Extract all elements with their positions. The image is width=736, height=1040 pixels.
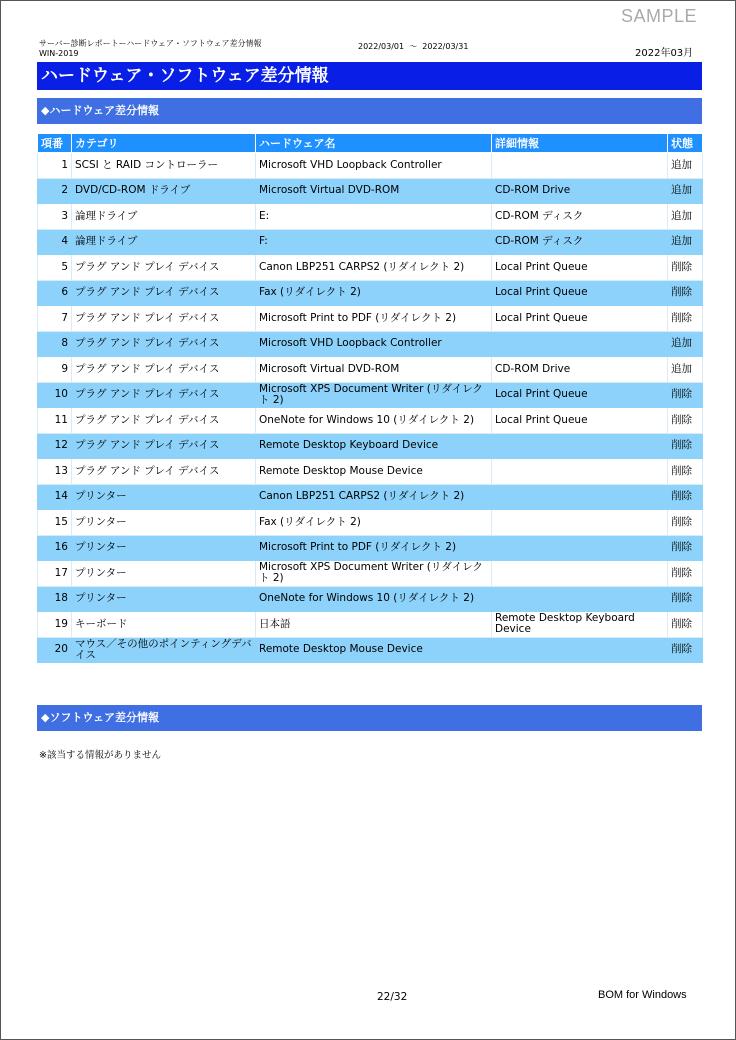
column-header-status: 状態: [668, 134, 703, 153]
table-row: [38, 535, 703, 561]
column-header-detail: 詳細情報: [492, 134, 668, 153]
cell-status: 削除: [668, 459, 703, 485]
cell-hardware-name: Canon LBP251 CARPS2 (リダイレクト 2): [256, 484, 492, 510]
cell-no: 11: [38, 408, 72, 434]
cell-status: 削除: [668, 637, 703, 663]
table-row: [38, 204, 703, 230]
table-row: [38, 408, 703, 434]
cell-hardware-name: Remote Desktop Keyboard Device: [256, 433, 492, 459]
cell-hardware-name: E:: [256, 204, 492, 230]
cell-status: 追加: [668, 229, 703, 255]
cell-category: プラグ アンド プレイ デバイス: [72, 433, 256, 459]
cell-hardware-name: Fax (リダイレクト 2): [256, 280, 492, 306]
cell-status: 追加: [668, 178, 703, 204]
cell-category: 論理ドライブ: [72, 229, 256, 255]
cell-status: 削除: [668, 510, 703, 536]
software-section-title: ◆ソフトウェア差分情報: [37, 705, 702, 731]
cell-no: 19: [38, 612, 72, 638]
cell-detail: Local Print Queue: [492, 255, 668, 281]
hardware-section-title: ◆ハードウェア差分情報: [37, 98, 702, 124]
table-row: [38, 433, 703, 459]
page-number: 22/32: [377, 991, 408, 1003]
cell-no: 4: [38, 229, 72, 255]
cell-detail: [492, 561, 668, 587]
cell-no: 10: [38, 382, 72, 408]
cell-hardware-name: Canon LBP251 CARPS2 (リダイレクト 2): [256, 255, 492, 281]
cell-status: 削除: [668, 408, 703, 434]
column-header-category: カテゴリ: [72, 134, 256, 153]
table-row: [38, 586, 703, 612]
cell-hardware-name: Microsoft Virtual DVD-ROM: [256, 178, 492, 204]
table-row: [38, 459, 703, 485]
cell-hardware-name: Microsoft Print to PDF (リダイレクト 2): [256, 306, 492, 332]
cell-status: 削除: [668, 586, 703, 612]
table-row: [38, 178, 703, 204]
table-row: [38, 153, 703, 179]
cell-status: 削除: [668, 382, 703, 408]
cell-no: 5: [38, 255, 72, 281]
cell-hardware-name: Microsoft XPS Document Writer (リダイレクト 2): [256, 561, 492, 587]
cell-status: 追加: [668, 153, 703, 179]
cell-detail: [492, 153, 668, 179]
report-title: サーバー診断レポートーハードウェア・ソフトウェア差分情報: [39, 39, 262, 48]
cell-no: 20: [38, 637, 72, 663]
cell-status: 削除: [668, 535, 703, 561]
table-row: [38, 484, 703, 510]
cell-detail: Local Print Queue: [492, 306, 668, 332]
cell-status: 削除: [668, 561, 703, 587]
cell-no: 6: [38, 280, 72, 306]
cell-hardware-name: Microsoft Print to PDF (リダイレクト 2): [256, 535, 492, 561]
page-title: ハードウェア・ソフトウェア差分情報: [37, 62, 702, 90]
cell-status: 追加: [668, 331, 703, 357]
cell-hardware-name: OneNote for Windows 10 (リダイレクト 2): [256, 586, 492, 612]
column-header-hardware-name: ハードウェア名: [256, 134, 492, 153]
table-row: [38, 612, 703, 638]
cell-status: 削除: [668, 280, 703, 306]
cell-no: 8: [38, 331, 72, 357]
period-separator: ～: [409, 42, 418, 51]
table-row: [38, 637, 703, 663]
period-start: 2022/03/01: [358, 42, 405, 51]
report-header: [39, 39, 262, 59]
table-row: [38, 382, 703, 408]
period-end: 2022/03/31: [422, 42, 469, 51]
cell-hardware-name: OneNote for Windows 10 (リダイレクト 2): [256, 408, 492, 434]
cell-no: 14: [38, 484, 72, 510]
cell-status: 削除: [668, 612, 703, 638]
table-row: [38, 255, 703, 281]
cell-no: 1: [38, 153, 72, 179]
table-row: [38, 306, 703, 332]
table-row: [38, 357, 703, 383]
cell-status: 削除: [668, 306, 703, 332]
cell-category: プラグ アンド プレイ デバイス: [72, 280, 256, 306]
table-row: [38, 280, 703, 306]
cell-category: マウス／その他のポインティングデバイス: [72, 637, 256, 663]
cell-category: プラグ アンド プレイ デバイス: [72, 408, 256, 434]
cell-detail: [492, 510, 668, 536]
cell-detail: [492, 535, 668, 561]
cell-category: プラグ アンド プレイ デバイス: [72, 331, 256, 357]
cell-no: 13: [38, 459, 72, 485]
cell-status: 追加: [668, 357, 703, 383]
cell-status: 削除: [668, 255, 703, 281]
cell-category: DVD/CD-ROM ドライブ: [72, 178, 256, 204]
cell-category: プラグ アンド プレイ デバイス: [72, 306, 256, 332]
hardware-table-body: [38, 153, 703, 663]
cell-detail: CD-ROM Drive: [492, 357, 668, 383]
cell-no: 2: [38, 178, 72, 204]
cell-detail: [492, 637, 668, 663]
cell-detail: CD-ROM Drive: [492, 178, 668, 204]
cell-category: プラグ アンド プレイ デバイス: [72, 459, 256, 485]
cell-hardware-name: Microsoft VHD Loopback Controller: [256, 153, 492, 179]
cell-hardware-name: 日本語: [256, 612, 492, 638]
table-header-row: [38, 134, 703, 153]
cell-no: 17: [38, 561, 72, 587]
hardware-diff-table: [37, 133, 703, 663]
table-row: [38, 331, 703, 357]
cell-no: 18: [38, 586, 72, 612]
cell-detail: Local Print Queue: [492, 280, 668, 306]
column-header-no: 項番: [38, 134, 72, 153]
sample-watermark: SAMPLE: [621, 6, 698, 26]
cell-status: 追加: [668, 204, 703, 230]
cell-category: プリンター: [72, 484, 256, 510]
cell-no: 9: [38, 357, 72, 383]
cell-no: 15: [38, 510, 72, 536]
cell-hardware-name: Remote Desktop Mouse Device: [256, 637, 492, 663]
table-row: [38, 510, 703, 536]
cell-no: 16: [38, 535, 72, 561]
cell-hardware-name: Remote Desktop Mouse Device: [256, 459, 492, 485]
cell-hardware-name: Microsoft Virtual DVD-ROM: [256, 357, 492, 383]
cell-no: 7: [38, 306, 72, 332]
report-month: 2022年03月: [635, 48, 694, 59]
table-row: [38, 229, 703, 255]
cell-category: プラグ アンド プレイ デバイス: [72, 357, 256, 383]
cell-category: プリンター: [72, 586, 256, 612]
cell-no: 3: [38, 204, 72, 230]
cell-detail: [492, 586, 668, 612]
table-row: [38, 561, 703, 587]
cell-category: キーボード: [72, 612, 256, 638]
cell-hardware-name: Microsoft XPS Document Writer (リダイレクト 2): [256, 382, 492, 408]
cell-hardware-name: Microsoft VHD Loopback Controller: [256, 331, 492, 357]
cell-category: 論理ドライブ: [72, 204, 256, 230]
cell-detail: [492, 484, 668, 510]
cell-category: プラグ アンド プレイ デバイス: [72, 255, 256, 281]
cell-hardware-name: F:: [256, 229, 492, 255]
cell-status: 削除: [668, 484, 703, 510]
cell-category: プリンター: [72, 535, 256, 561]
no-data-note: ※該当する情報がありません: [39, 750, 161, 761]
cell-category: プラグ アンド プレイ デバイス: [72, 382, 256, 408]
cell-detail: [492, 433, 668, 459]
cell-detail: Local Print Queue: [492, 408, 668, 434]
cell-detail: Local Print Queue: [492, 382, 668, 408]
cell-category: SCSI と RAID コントローラー: [72, 153, 256, 179]
cell-no: 12: [38, 433, 72, 459]
cell-detail: Remote Desktop Keyboard Device: [492, 612, 668, 638]
cell-hardware-name: Fax (リダイレクト 2): [256, 510, 492, 536]
cell-detail: [492, 459, 668, 485]
cell-category: プリンター: [72, 561, 256, 587]
report-period: [358, 41, 468, 52]
cell-detail: CD-ROM ディスク: [492, 204, 668, 230]
cell-status: 削除: [668, 433, 703, 459]
cell-category: プリンター: [72, 510, 256, 536]
product-brand: BOM for Windows: [598, 989, 687, 1001]
cell-detail: CD-ROM ディスク: [492, 229, 668, 255]
server-name: WIN-2019: [39, 49, 79, 58]
cell-detail: [492, 331, 668, 357]
